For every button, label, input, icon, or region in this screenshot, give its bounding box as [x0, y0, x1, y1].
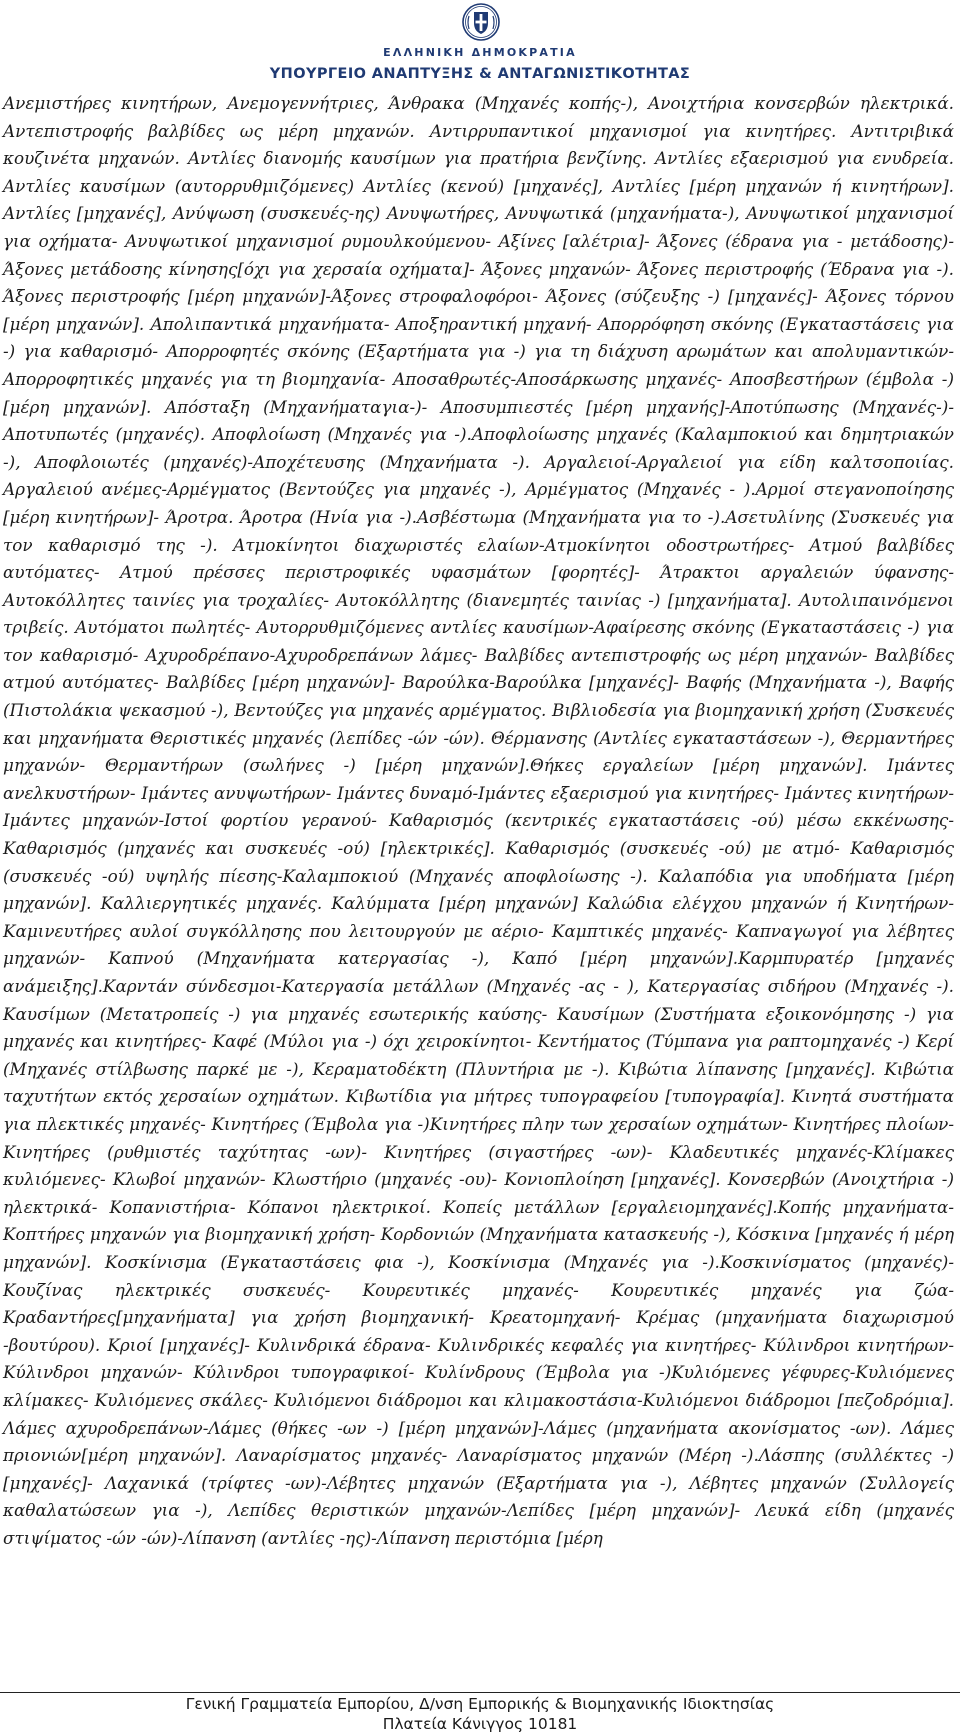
country-name: ΕΛΛΗΝΙΚΗ ΔΗΜΟΚΡΑΤΙΑ: [383, 46, 577, 59]
footer-department: Γενική Γραμματεία Εμπορίου, Δ/νση Εμπορικής & Βιομηχανικής Ιδιοκτησίας: [185, 1695, 775, 1713]
greek-coat-of-arms-icon: [461, 2, 501, 42]
letterhead: [0, 0, 960, 90]
document-body-text: Ανεμιστήρες κινητήρων, Ανεμογεννήτριες, Άνθρακα (Μηχανές κοπής-), Ανοιχτήρια κονσερβών ηλεκτρικά. Αντεπιστροφής βαλβίδες ως μέρη μηχανών. Αντιρρυπαντικοί μηχανισμοί για κινητήρες. Αντιτριβικά κουζινέτα μηχανών. Αντλίες διανομής καυσίμων για πρατήρια βενζίνης. Αντλίες εξαερισμού για ενυδρεία. Αντλίες καυσίμων (αυτορρυθμιζόμενες) Αντλίες (κενού) [μηχανές], Αντλίες [μέρη μηχανών ή κινητήρων]. Αντλίες [μηχανές], Ανύψωση (συσκευές-ης) Ανυψωτήρες, Ανυψωτικά (μηχανήματα-), Ανυψωτικοί μηχανισμοί για οχήματα- Ανυψωτικοί μηχανισμοί ρυμουλκούμενου- Αξίνες [αλέτρια]- Άξονες (έδρανα για - μετάδοσης)-Άξονες μετάδοσης κίνησης[όχι για χερσαία οχήματα]- Άξονες μηχανών- Άξονες περιστροφής (Έδρανα για -). Άξονες περιστροφής [μέρη μηχανών]-Άξονες στροφαλοφόροι- Άξονες (σύζευξης -) [μηχανές]- Άξονες τόρνου [μέρη μηχανών]. Απολιπαντικά μηχανήματα- Αποξηραντική μηχανή- Απορρόφηση σκόνης (Εγκαταστάσεις για -) για καθαρισμό- Απορροφητές σκόνης (Εξαρτήματα για -) για τη διάχυση αρωμάτων και απολυμαντικών- Απορροφητικές μηχανές για τη βιομηχανία- Αποσαθρωτές-Αποσάρκωσης μηχανές- Αποσβεστήρων (έμβολα -) [μέρη μηχανών]. Απόσταξη (Μηχανήματαγια-)- Αποσυμπιεστές [μέρη μηχανής]-Αποτύπωσης (Μηχανές-)- Αποτυπωτές (μηχανές). Αποφλοίωση (Μηχανές για -).Αποφλοίωσης μηχανές (Καλαμποκιού και δημητριακών -), Αποφλοιωτές (μηχανές)-Αποχέτευσης (Μηχανήματα -). Αργαλειοί-Αργαλειοί για είδη καλτσοποιίας. Αργαλειού ανέμες-Αρμέγματος (Βεντούζες για μηχανές -), Αρμέγματος (Μηχανές - ).Αρμοί στεγανοποίησης [μέρη κινητήρων]- Άροτρα. Άροτρα (Ηνία για -).Ασβέστωμα (Μηχανήματα για το -).Ασετυλίνης (Συσκευές για τον καθαρισμό της -). Ατμοκίνητοι διαχωριστές ελαίων-Ατμοκίνητοι οδοστρωτήρες- Ατμού βαλβίδες αυτόματες- Ατμού πρέσσες περιστροφικές υφασμάτων [φορητές]- Άτρακτοι αργαλειών ύφανσης- Αυτοκόλλητες ταινίες για τροχαλίες- Αυτοκόλλητης (διανεμητές ταινίας -) [μηχανήματα]. Αυτολιπαινόμενοι τριβείς. Αυτόματοι πωλητές- Αυτορρυθμιζόμενες αντλίες καυσίμων-Αφαίρεσης σκόνης (Εγκαταστάσεις -) για τον καθαρισμό- Αχυροδρέπανο-Αχυροδρεπάνων λάμες- Βαλβίδες αντεπιστροφής ως μέρη μηχανών- Βαλβίδες ατμού αυτόματες- Βαλβίδες [μέρη μηχανών]- Βαρούλκα-Βαρούλκα [μηχανές]- Βαφής (Μηχανήματα -), Βαφής (Πιστολάκια ψεκασμού -), Βεντούζες για μηχανές αρμέγματος. Βιβλιοδεσία για βιομηχανική χρήση (Συσκευές και μηχανήματα Θεριστικές μηχανές (λεπίδες -ών -ών). Θέρμανσης (Αντλίες εγκαταστάσεων -), Θερμαντήρες μηχανών- Θερμαντήρων (σωλήνες -) [μέρη μηχανών].Θήκες εργαλείων [μέρη μηχανών]. Ιμάντες ανελκυστήρων- Ιμάντες ανυψωτήρων- Ιμάντες δυναμό-Ιμάντες εξαερισμού για κινητήρες- Ιμάντες κινητήρων- Ιμάντες μηχανών-Ιστοί φορτίου γερανού- Καθαρισμός (κεντρικές εγκαταστάσεις -ού) μέσω εκκένωσης- Καθαρισμός (μηχανές και συσκευές -ού) [ηλεκτρικές]. Καθαρισμός (συσκευές -ού) με ατμό- Καθαρισμός (συσκευές -ού) υψηλής πίεσης-Καλαμποκιού (Μηχανές αποφλοίωσης -). Καλαπόδια για υποδήματα [μέρη μηχανών]. Καλλιεργητικές μηχανές. Καλύμματα [μέρη μηχανών] Καλώδια ελέγχου μηχανών ή Κινητήρων-Καμινευτήρες αυλοί συγκόλλησης που λειτουργούν με αέριο- Καμπτικές μηχανές- Καπναγωγοί για λέβητες μηχανών- Καπνού (Μηχανήματα κατεργασίας -), Καπό [μέρη μηχανών].Καρμπυρατέρ [μηχανές ανάμειξης].Καρντάν σύνδεσμοι-Κατεργασία μετάλλων (Μηχανές -ας - ), Κατεργασίας σιδήρου (Μηχανές -). Καυσίμων (Μετατροπείς -) για μηχανές εσωτερικής καύσης- Καυσίμων (Συστήματα εξοικονόμησης -) για μηχανές και κινητήρες- Καφέ (Μύλοι για -) όχι χειροκίνητοι- Κεντήματος (Τύμπανα για ραπτομηχανές -) Κερί (Μηχανές στίλβωσης παρκέ με -), Κεραματοδέκτη (Πλυντήρια με -). Κιβώτια λίπανσης [μηχανές]. Κιβώτια ταχυτήτων εκτός χερσαίων οχημάτων. Κιβωτίδια για μήτρες τυπογραφείου [τυπογραφία]. Κινητά συστήματα για πλεκτικές μηχανές- Κινητήρες (Έμβολα για -)Κινητήρες πλην των χερσαίων οχημάτων- Κινητήρες πλοίων- Κινητήρες (ρυθμιστές ταχύτητας -ων)- Κινητήρες (σιγαστήρες -ων)- Κλαδευτικές μηχανές-Κλίμακες κυλιόμενες- Κλωβοί μηχανών- Κλωστήριο (μηχανές -ου)- Κονιοπλοίηση [μηχανές]. Κονσερβών (Ανοιχτήρια -) ηλεκτρικά- Κοπανιστήρια- Κόπανοι ηλεκτρικοί. Κοπείς μετάλλων [εργαλειομηχανές].Κοπής μηχανήματα- Κοπτήρες μηχανών για βιομηχανική χρήση- Κορδονιών (Μηχανήματα κατασκευής -), Κόσκινα [μηχανές ή μέρη μηχανών]. Κοσκίνισμα (Εγκαταστάσεις φια -), Κοσκίνισμα (Μηχανές για -).Κοσκινίσματος (μηχανές)- Κουζίνας ηλεκτρικές συσκευές- Κουρευτικές μηχανές- Κουρευτικές μηχανές για ζώα-Κραδαντήρες[μηχανήματα] για χρήση βιομηχανική- Κρεατομηχανή- Κρέμας (μηχανήματα διαχωρισμού -βουτύρου). Κριοί [μηχανές]- Κυλινδρικά έδρανα- Κυλινδρικές κεφαλές για κινητήρες- Κύλινδροι κινητήρων- Κύλινδροι μηχανών- Κύλινδροι τυπογραφικοί- Κυλίνδρους (Έμβολα για -)Κυλιόμενες γέφυρες-Κυλιόμενες κλίμακες- Κυλιόμενες σκάλες- Κυλιόμενοι διάδρομοι και κλιμακοστάσια-Κυλιόμενοι διάδρομοι [πεζοδρόμια]. Λάμες αχυροδρεπάνων-Λάμες (θήκες -ων -) [μέρη μηχανών]-Λάμες (μηχανήματα ακονίσματος -ων). Λάμες πριονιών[μέρη μηχανών]. Λαναρίσματος μηχανές- Λαναρίσματος μηχανών (Μέρη -).Λάσπης (συλλέκτες -) [μηχανές]- Λαχανικά (τρίφτες -ων)-Λέβητες μηχανών (Εξαρτήματα για -), Λέβητες μηχανών (Συλλογείς καθαλατώσεων για -), Λεπίδες θεριστικών μηχανών-Λεπίδες [μέρη μηχανών]- Λευκά είδη (μηχανές στιψίματος -ών -ών)-Λίπανση (αντλίες -ης)-Λίπανση περιστόμια [μέρη: [3, 93, 954, 1548]
footer-divider: [0, 1692, 960, 1693]
footer-address: Πλατεία Κάνιγγος 10181: [382, 1715, 578, 1733]
ministry-name: ΥΠΟΥΡΓΕΙΟ ΑΝΑΠΤΥΞΗΣ & ΑΝΤΑΓΩΝΙΣΤΙΚΟΤΗΤΑΣ: [269, 66, 691, 82]
